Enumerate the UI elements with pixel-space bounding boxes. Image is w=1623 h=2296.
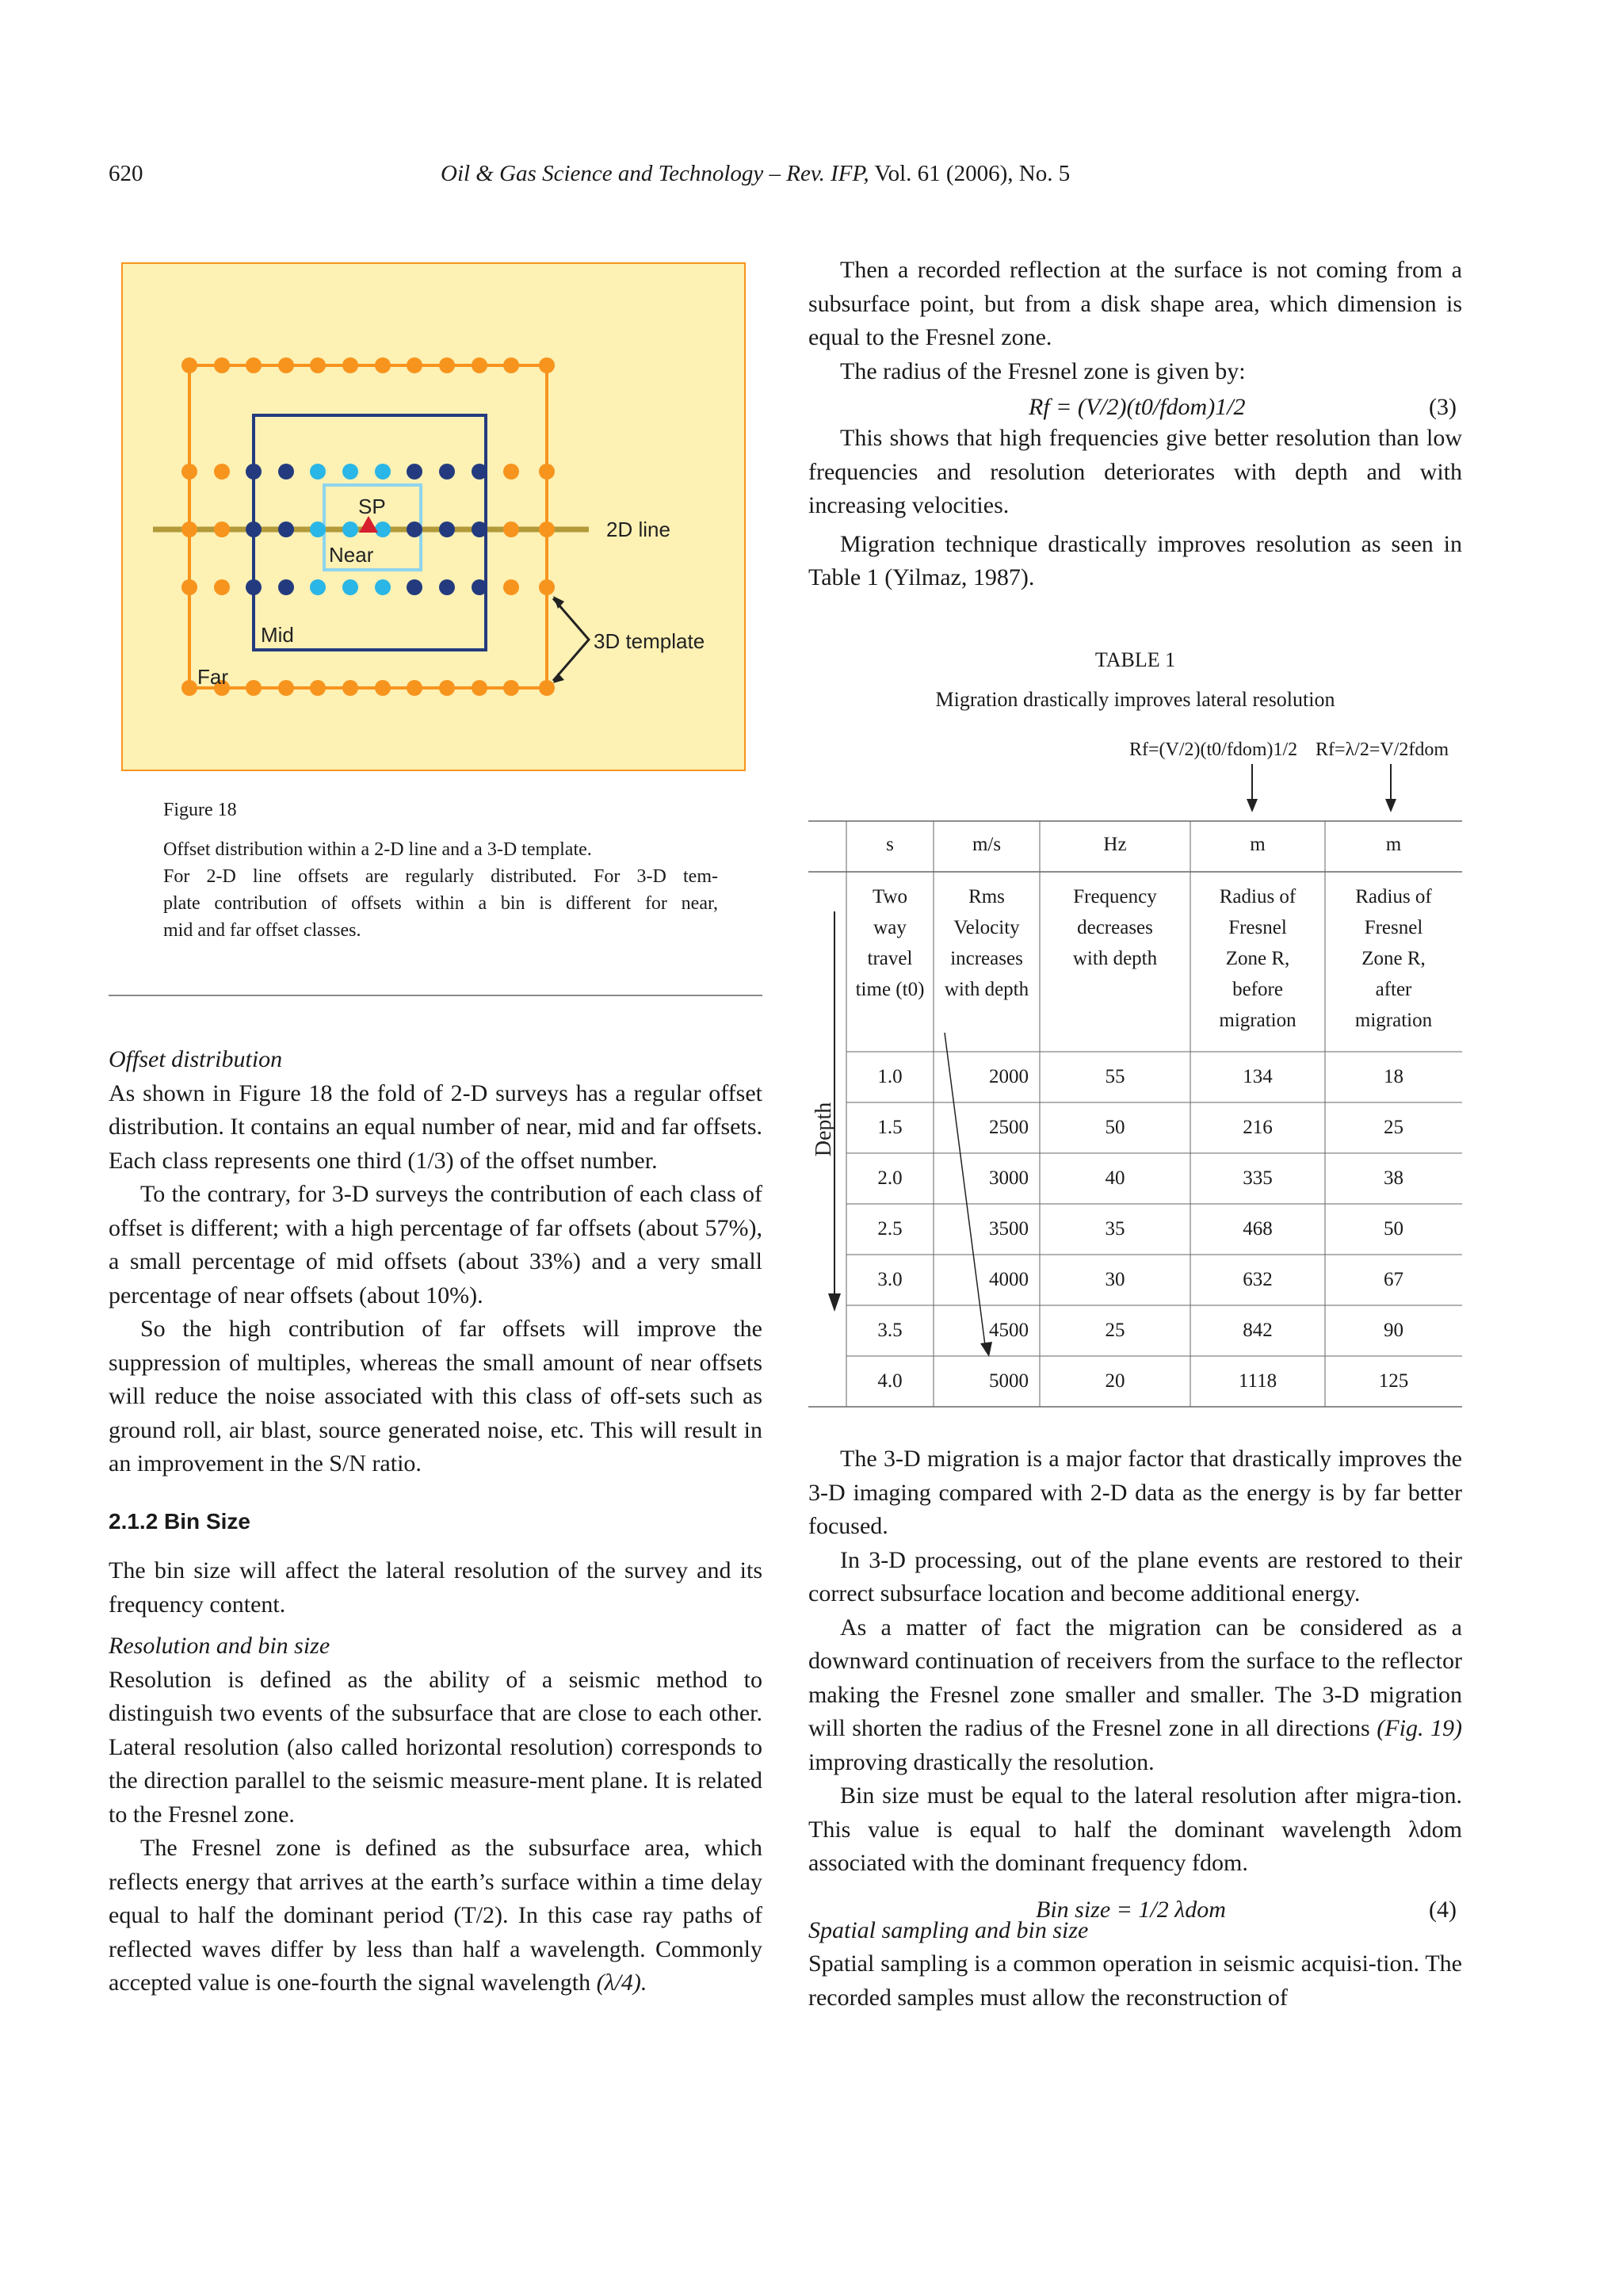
cell-frequency: 20: [1105, 1370, 1125, 1392]
cell-radius-after: 67: [1384, 1269, 1403, 1290]
offset-dot: [472, 357, 487, 373]
unit-cell: m/s: [972, 834, 1002, 855]
header-line: before: [1232, 979, 1283, 1000]
offset-dot: [310, 521, 326, 537]
arrow-after-icon: [1385, 799, 1396, 812]
header-line: travel: [867, 948, 913, 969]
offset-dot: [278, 357, 294, 373]
cell-velocity: 4500: [989, 1320, 1029, 1341]
offset-dot: [375, 357, 391, 373]
header-line: Rms: [968, 886, 1005, 907]
header-line: Two: [872, 886, 908, 907]
header-line: Radius of: [1219, 886, 1296, 907]
header-line: time (t0): [855, 979, 925, 1000]
offset-paragraph-3: So the high contribution of far offsets will improve the suppression of multiples, whereas the small amount of near offsets will reduce the noise associated with this class of off-sets such as ground roll, air blast, source generated noise, etc. This will result in an improvement in the S/N ratio.: [109, 1316, 762, 1477]
offset-dot: [181, 579, 197, 595]
right-paragraph-7a: As a matter of fact the migration can be considered as a downward continuation of receivers from the surface to the reflector making the Fresnel zone smaller and smaller. The 3-D migration will shorten the radius of the Fresnel zone in all directions: [808, 1614, 1462, 1741]
depth-arrow-icon: [828, 1293, 841, 1312]
offset-dot: [407, 680, 422, 696]
page-number: 620: [109, 161, 143, 186]
table-1-label: TABLE 1: [1094, 648, 1176, 671]
mid-label: Mid: [261, 623, 294, 647]
offset-dot: [407, 521, 422, 537]
cell-radius-before: 216: [1243, 1117, 1273, 1138]
header-line: way: [873, 917, 907, 938]
right-paragraph-7b: improving drastically the resolution.: [808, 1748, 1155, 1775]
offset-dot: [439, 680, 455, 696]
header-line: Frequency: [1073, 886, 1157, 907]
offset-dot: [214, 521, 230, 537]
header-line: increases: [950, 948, 1023, 969]
offset-dot: [310, 579, 326, 595]
cell-velocity: 4000: [989, 1269, 1029, 1290]
offset-paragraph-2: To the contrary, for 3-D surveys the contribution of each class of offset is different; with a high percentage of far offsets (about 57%), a small percentage of mid offsets (about 33%) and a very small percentage of near offsets (about 10%).: [109, 1181, 762, 1308]
depth-label: Depth: [812, 1102, 836, 1157]
header-line: after: [1375, 979, 1412, 1000]
cell-radius-before: 335: [1243, 1167, 1273, 1189]
offset-dot: [407, 357, 422, 373]
cell-frequency: 50: [1105, 1117, 1125, 1138]
resolution-paragraph-2: [109, 1832, 762, 2000]
offset-dot: [375, 680, 391, 696]
figure-18: [121, 262, 746, 771]
cell-radius-after: 90: [1384, 1320, 1403, 1341]
offset-dot: [310, 680, 326, 696]
offset-dot: [342, 357, 358, 373]
figure-18-caption-title: Figure 18: [163, 800, 237, 820]
line-2d-label: 2D line: [606, 518, 670, 541]
sp-label: SP: [358, 495, 386, 518]
cell-time: 3.5: [877, 1320, 903, 1341]
resolution-heading: Resolution and bin size: [109, 1633, 330, 1659]
cell-velocity: 2500: [989, 1117, 1029, 1138]
offset-dot: [246, 579, 262, 595]
offset-dot: [342, 579, 358, 595]
offset-dot: [539, 357, 555, 373]
right-paragraph-5: The 3-D migration is a major factor that drastically improves the 3-D imaging compared with 2-D data as the energy is by far better focused.: [808, 1446, 1462, 1539]
header-cell-time: [846, 881, 934, 1005]
cell-velocity: 3500: [989, 1218, 1029, 1240]
formula-after: Rf=λ/2=V/2fdom: [1316, 739, 1449, 760]
header-line: migration: [1354, 1010, 1433, 1031]
offset-dot: [503, 464, 519, 479]
spatial-sampling-heading: Spatial sampling and bin size: [808, 1916, 1089, 1943]
offset-dot: [181, 521, 197, 537]
header-line: Fresnel: [1364, 917, 1423, 938]
header-cell-velocity: [934, 881, 1040, 1005]
unit-cell: m: [1385, 834, 1402, 855]
cell-radius-after: 18: [1384, 1066, 1403, 1087]
journal-name: Oil & Gas Science and Technology – Rev. IFP,: [441, 161, 869, 186]
offset-paragraph-1: As shown in Figure 18 the fold of 2-D surveys has a regular offset distribution. It contains an equal number of near, mid and far offsets. Each class represents one third (1/3) of the offset number.: [109, 1079, 762, 1174]
cell-radius-before: 134: [1243, 1066, 1273, 1087]
equation-4-number: (4): [1429, 1897, 1457, 1923]
offset-dot: [278, 521, 294, 537]
offset-dot: [503, 357, 519, 373]
offset-dot: [539, 680, 555, 696]
cell-velocity: 5000: [989, 1370, 1029, 1392]
cell-time: 2.0: [877, 1167, 903, 1189]
header-line: Fresnel: [1228, 917, 1287, 938]
offset-dot: [181, 357, 197, 373]
offset-dot: [472, 521, 487, 537]
figure-19-ref: (Fig. 19): [1377, 1715, 1462, 1741]
offset-dot: [342, 521, 358, 537]
cell-time: 1.0: [877, 1066, 903, 1087]
header-line: Zone R,: [1361, 948, 1426, 969]
offset-dot: [439, 579, 455, 595]
lambda-quarter: (λ/4).: [596, 1969, 647, 1996]
offset-dot: [342, 464, 358, 479]
figure-background: [122, 263, 745, 770]
offset-dot: [503, 579, 519, 595]
cell-frequency: 40: [1105, 1167, 1125, 1189]
right-paragraph-9: Spatial sampling is a common operation in seismic acquisi-tion. The recorded samples must allow the reconstruction of: [808, 1950, 1462, 2011]
left-column: [109, 1043, 762, 2000]
offset-dot: [181, 464, 197, 479]
offset-dot: [181, 680, 197, 696]
header-line: Radius of: [1355, 886, 1432, 907]
header-line: Zone R,: [1225, 948, 1290, 969]
cell-radius-before: 842: [1243, 1320, 1273, 1341]
cell-frequency: 35: [1105, 1218, 1125, 1240]
offset-dot: [214, 357, 230, 373]
cell-radius-before: 632: [1243, 1269, 1273, 1290]
unit-cell: m: [1250, 834, 1266, 855]
offset-dot: [246, 464, 262, 479]
cell-velocity: 2000: [989, 1066, 1029, 1087]
journal-header: [441, 161, 1070, 187]
offset-dot: [310, 464, 326, 479]
header-cell-radius-after: [1325, 881, 1462, 1036]
cell-radius-before: 468: [1243, 1218, 1273, 1240]
equation-3-number: (3): [1429, 394, 1457, 420]
offset-dot: [503, 680, 519, 696]
offset-dot: [407, 579, 422, 595]
cell-radius-after: 125: [1378, 1370, 1409, 1392]
offset-dot: [214, 579, 230, 595]
offset-dot: [342, 680, 358, 696]
right-paragraph-6: In 3-D processing, out of the plane events are restored to their correct subsurface location and become additional energy.: [808, 1546, 1462, 1606]
cell-time: 2.5: [877, 1218, 903, 1240]
offset-dot: [310, 357, 326, 373]
right-paragraph-2: The radius of the Fresnel zone is given by:: [840, 357, 1246, 384]
caption-line: Offset distribution within a 2-D line and a 3-D template.: [163, 839, 592, 860]
offset-dot: [375, 464, 391, 479]
template-3d-label: 3D template: [594, 629, 705, 653]
offset-dot: [472, 680, 487, 696]
bin-paragraph-1: The bin size will affect the lateral resolution of the survey and its frequency content.: [109, 1557, 762, 1618]
offset-dot: [278, 464, 294, 479]
offset-dot: [278, 680, 294, 696]
section-heading-bin-size: 2.1.2 Bin Size: [109, 1508, 250, 1534]
offset-dot: [375, 521, 391, 537]
offset-dot: [439, 521, 455, 537]
offset-dot: [439, 357, 455, 373]
header-cell-frequency: [1040, 881, 1190, 974]
arrow-before-icon: [1247, 799, 1258, 812]
right-paragraph-3: This shows that high frequencies give better resolution than low frequencies and resolution deteriorates with depth and with increasing velocities.: [808, 425, 1462, 518]
offset-dot: [278, 579, 294, 595]
resolution-paragraph-2-text: The Fresnel zone is defined as the subsurface area, which reflects energy that arrives at the earth’s surface within a time delay equal to half the dominant period (T/2). In this case ray paths of reflected waves differ by less than half a wavelength. Commonly accepted value is one-fourth the signal wavelength: [109, 1835, 762, 1996]
offset-dot: [472, 464, 487, 479]
offset-dot: [503, 521, 519, 537]
cell-radius-after: 25: [1384, 1117, 1403, 1138]
cell-frequency: 30: [1105, 1269, 1125, 1290]
caption-line: plate contribution of offsets within a bin is different for near,: [163, 893, 718, 914]
offset-distribution-heading: Offset distribution: [109, 1046, 283, 1072]
table-1-title: Migration drastically improves lateral resolution: [935, 688, 1335, 711]
cell-radius-after: 50: [1384, 1218, 1403, 1240]
unit-cell: Hz: [1103, 834, 1127, 855]
cell-time: 3.0: [877, 1269, 903, 1290]
formula-before: Rf=(V/2)(t0/fdom)1/2: [1129, 739, 1298, 760]
far-label: Far: [197, 665, 228, 689]
equation-3: Rf = (V/2)(t0/fdom)1/2: [1029, 394, 1246, 420]
cell-frequency: 55: [1105, 1066, 1125, 1087]
offset-dot: [214, 464, 230, 479]
near-label: Near: [329, 543, 374, 567]
right-paragraph-8: Bin size must be equal to the lateral resolution after migra-tion. This value is equal to half the dominant wavelength λdom associated with the dominant frequency fdom.: [808, 1782, 1462, 1876]
header-line: with depth: [944, 979, 1029, 1000]
offset-dot: [539, 579, 555, 595]
right-column-top: [808, 254, 1462, 595]
cell-time: 1.5: [877, 1117, 903, 1138]
header-line: Velocity: [953, 917, 1020, 938]
right-paragraph-4: Migration technique drastically improves resolution as seen in Table 1 (Yilmaz, 1987).: [808, 530, 1462, 590]
figure-divider: [109, 995, 762, 996]
cell-time: 4.0: [877, 1370, 903, 1392]
cell-radius-after: 38: [1384, 1167, 1403, 1189]
offset-dot: [246, 521, 262, 537]
header-cell-radius-before: [1190, 881, 1325, 1036]
right-paragraph-1: Then a recorded reflection at the surface is not coming from a subsurface point, but from a disk shape area, which dimension is equal to the Fresnel zone.: [808, 257, 1462, 350]
resolution-paragraph-1: Resolution is defined as the ability of a seismic method to distinguish two events of the subsurface that are close to each other. Lateral resolution (also called horizontal resolution) corresponds to the direction parallel to the seismic measure-ment plane. It is related to the Fresnel zone.: [109, 1666, 762, 1828]
offset-dot: [539, 464, 555, 479]
offset-dot: [246, 357, 262, 373]
header-line: with depth: [1072, 948, 1158, 969]
cell-velocity: 3000: [989, 1167, 1029, 1189]
equation-4: Bin size = 1/2 λdom: [1036, 1897, 1226, 1923]
offset-dot: [407, 464, 422, 479]
offset-dot: [472, 579, 487, 595]
offset-dot: [539, 521, 555, 537]
caption-line: mid and far offset classes.: [163, 920, 361, 941]
unit-cell: s: [886, 834, 894, 855]
offset-dot: [375, 579, 391, 595]
header-line: migration: [1219, 1010, 1296, 1031]
right-column-bottom: [808, 1442, 1462, 2015]
figure-18-caption: [163, 836, 718, 944]
cell-radius-before: 1118: [1238, 1370, 1277, 1392]
offset-dot: [246, 680, 262, 696]
header-line: decreases: [1077, 917, 1153, 938]
right-paragraph-7: [808, 1611, 1462, 1780]
caption-line: For 2-D line offsets are regularly distributed. For 3-D tem-: [163, 866, 718, 887]
journal-volume: Vol. 61 (2006), No. 5: [874, 161, 1071, 186]
cell-frequency: 25: [1105, 1320, 1125, 1341]
offset-dot: [439, 464, 455, 479]
